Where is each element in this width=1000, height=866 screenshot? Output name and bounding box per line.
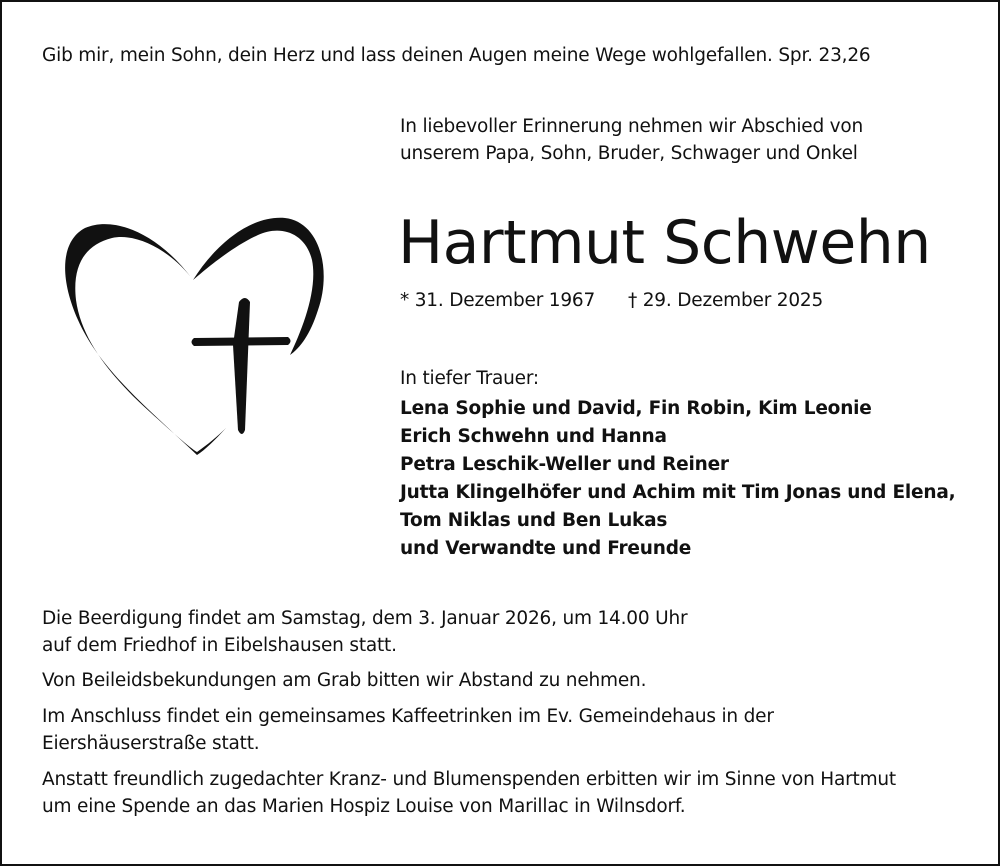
- bible-verse: Gib mir, mein Sohn, dein Herz und lass deinen Augen meine Wege wohlgefallen. Spr. 23,26: [42, 45, 871, 66]
- mourning-label: In tiefer Trauer:: [400, 368, 539, 389]
- coffee-note: Eiershäuserstraße statt.: [42, 733, 260, 754]
- condolence-note: Von Beileidsbekundungen am Grab bitten wir Abstand zu nehmen.: [42, 670, 647, 691]
- funeral-note: Die Beerdigung findet am Samstag, dem 3. Januar 2026, um 14.00 Uhr: [42, 608, 688, 629]
- intro-line-1: In liebevoller Erinnerung nehmen wir Abschied von: [400, 116, 864, 137]
- mourner-line: Petra Leschik-Weller und Reiner: [400, 454, 729, 475]
- funeral-note: auf dem Friedhof in Eibelshausen statt.: [42, 635, 397, 656]
- heart-cross-icon: [0, 0, 400, 480]
- mourner-line: und Verwandte und Freunde: [400, 538, 692, 559]
- donation-note: um eine Spende an das Marien Hospiz Louise von Marillac in Wilnsdorf.: [42, 796, 686, 817]
- donation-note: Anstatt freundlich zugedachter Kranz- und Blumenspenden erbitten wir im Sinne von Hartmut: [42, 769, 896, 790]
- birth-date: * 31. Dezember 1967: [400, 290, 596, 311]
- coffee-note: Im Anschluss findet ein gemeinsames Kaffeetrinken im Ev. Gemeindehaus in der: [42, 706, 774, 727]
- mourner-line: Tom Niklas und Ben Lukas: [400, 510, 668, 531]
- intro-line-2: unserem Papa, Sohn, Bruder, Schwager und Onkel: [400, 143, 858, 164]
- death-date: † 29. Dezember 2025: [628, 290, 824, 311]
- deceased-name: Hartmut Schwehn: [398, 208, 931, 278]
- mourner-line: Lena Sophie und David, Fin Robin, Kim Leonie: [400, 398, 872, 419]
- mourner-line: Erich Schwehn und Hanna: [400, 426, 667, 447]
- mourner-line: Jutta Klingelhöfer und Achim mit Tim Jonas und Elena,: [400, 482, 956, 503]
